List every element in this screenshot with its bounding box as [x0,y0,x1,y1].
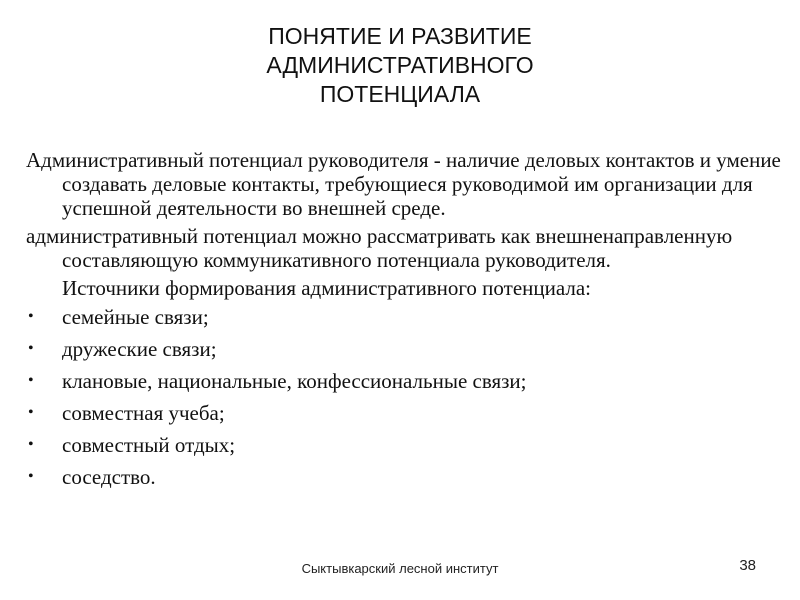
list-item-text: совместная учеба; [62,401,225,425]
bullet-icon: • [28,468,34,485]
description-paragraph: административный потенциал можно рассматривать как внешненаправленную составляющую коммуникативного потенциала руководителя. [26,224,733,272]
slide-title-line: ПОНЯТИЕ И РАЗВИТИЕ [268,23,532,49]
list-item [26,465,786,489]
sources-list [26,305,786,489]
slide-body [26,148,786,497]
list-item-text: совместный отдых; [62,433,236,457]
list-item [26,433,786,457]
list-item-text: соседство. [62,465,156,489]
list-item [26,337,786,361]
definition-paragraph: Административный потенциал руководителя - наличие деловых контактов и умение создавать деловые контакты, требующиеся руководимой им организации для успешной деятельности во внешней среде. [26,148,781,220]
page-number: 38 [739,557,756,574]
bullet-icon: • [28,436,34,453]
list-item-text: клановые, национальные, конфессиональные связи; [62,369,527,393]
slide-title-line: АДМИНИСТРАТИВНОГО [266,52,534,78]
list-item [26,369,786,393]
list-item [26,305,786,329]
slide-title [200,22,600,109]
footer-organization: Сыктывкарский лесной институт [301,561,499,576]
list-item [26,401,786,425]
list-item-text: дружеские связи; [62,337,217,361]
bullet-icon: • [28,372,34,389]
list-item-text: семейные связи; [62,305,209,329]
sources-heading: Источники формирования административного потенциала: [62,276,591,300]
bullet-icon: • [28,340,34,357]
bullet-icon: • [28,308,34,325]
slide-title-line: ПОТЕНЦИАЛА [319,81,481,107]
bullet-icon: • [28,404,34,421]
